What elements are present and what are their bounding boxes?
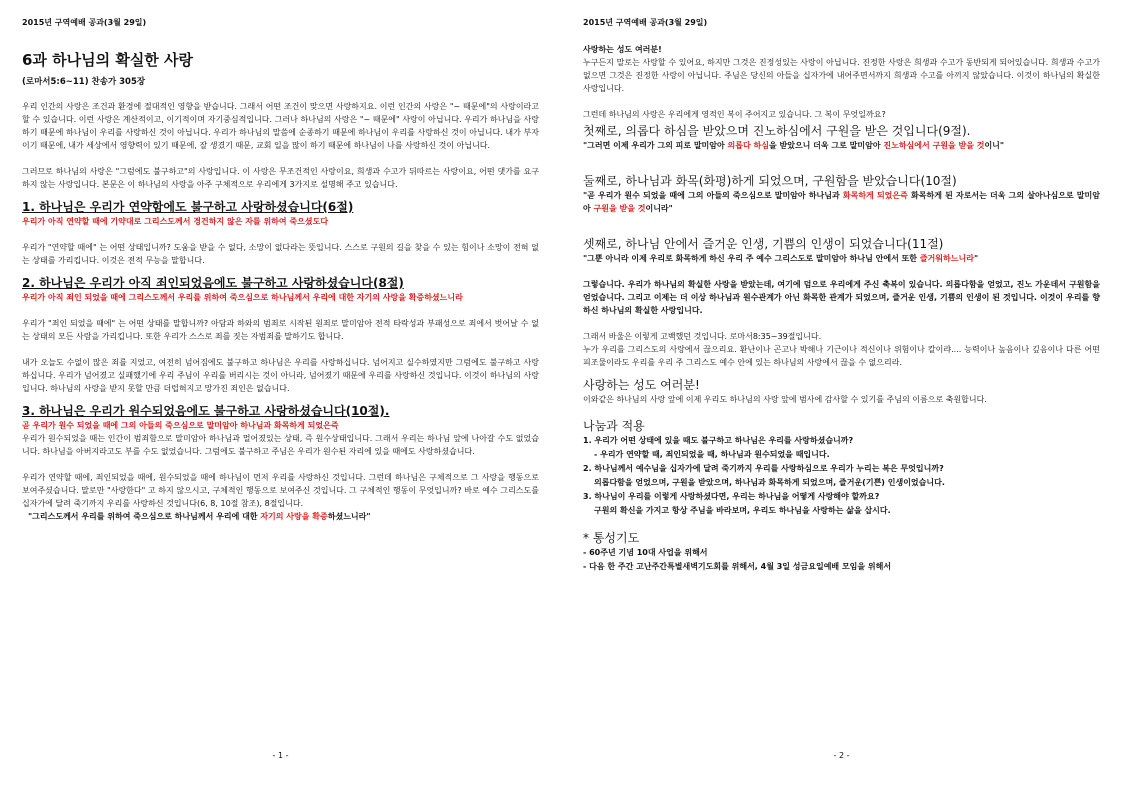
section-3-verse: 곧 우리가 원수 되었을 때에 그의 아들의 죽으심으로 말미암아 하나님과 화목하게 되었은즉	[22, 421, 339, 430]
right-body-4: 그래서 바울은 이렇게 고백했던 것입니다. 로마서8:35~39절입니다.	[583, 332, 822, 341]
page-header: 2015년 구역예배 공과(3월 29일)	[22, 18, 147, 27]
lesson-title: 6과 하나님의 확실한 사랑	[22, 51, 194, 69]
section-3-body-2: 우리가 연약할 때에, 죄인되었을 때에, 원수되었을 때에 하나님이 먼저 우리를 사랑하신 것입니다. 그런데 하나님은 구체적으로 그 사랑을 행동으로 보여주셨습니다. 말로만 "사랑한다" 고 하지 않으시고, 구체적인 행동으로 보여주신 것입니다. 그 구체적인 행동이 무엇입니까? 바로 예수 그리스도를 십자가에 달려 죽기까지 우리를 사랑하신 것입니다(6, 8, 10절 참조), 8절입니다.	[22, 473, 539, 508]
blessing-1-verse: "그러면 이제 우리가 그의 피로 말미암아 의롭다 하심을 받았으니 더욱 그로 말미암아 진노하심에서 구원을 받을 것이니"	[583, 141, 1005, 150]
section-3-heading: 3. 하나님은 우리가 원수되었음에도 불구하고 사랑하셨습니다(10절).	[22, 404, 390, 418]
scripture-reference: (로마서5:6~11) 찬송가 305장	[22, 77, 146, 87]
blessing-3-heading: 셋째로, 하나님 안에서 즐거운 인생, 기쁨의 인생이 되었습니다(11절)	[583, 237, 944, 251]
blessing-2-heading: 둘째로, 하나님과 화목(화평)하게 되었으며, 구원함을 받았습니다(10절)	[583, 174, 957, 188]
right-body-3: 그렇습니다. 우리가 하나님의 확실한 사랑을 받았는데, 여기에 덤으로 우리에게 주신 축복이 있습니다. 의롭다함을 얻었고, 진노 가운데서 구원함을 얻었습니다. 그리고 이제는 더 이상 하나님과 원수관계가 아닌 화목한 관계가 되었으며, 즐거운 인생, 기쁨의 인생이 된 것입니다. 이것이 우리를 향하신 하나님의 확실한 사랑입니다.	[583, 280, 1100, 315]
apply-q3: 3. 하나님이 우리를 이렇게 사랑하셨다면, 우리는 하나님을 어떻게 사랑해야 할까요?	[583, 492, 880, 501]
page-number: - 1 -	[272, 751, 289, 760]
section-1-heading: 1. 하나님은 우리가 연약함에도 불구하고 사랑하셨습니다(6절)	[22, 200, 354, 214]
apply-q1: 1. 우리가 어떤 상태에 있을 때도 불구하고 하나님은 우리를 사랑하셨습니까?	[583, 436, 854, 445]
apply-a3: 구원의 확신을 가지고 항상 주님을 바라보며, 우리도 하나님을 사랑하는 삶을 삽시다.	[594, 506, 891, 515]
blessing-3-verse: "그뿐 아니라 이제 우리로 화목하게 하신 우리 주 예수 그리스도로 말미암아 하나님 안에서 또한 즐거워하느니라"	[583, 254, 979, 263]
section-2-verse: 우리가 아직 죄인 되었을 때에 그리스도께서 우리를 위하여 죽으심으로 하나님께서 우리에 대한 자기의 사랑을 확증하셨느니라	[22, 293, 463, 302]
blessing-2-verse: "곧 우리가 원수 되었을 때에 그의 아들의 죽으심으로 말미암아 하나님과 화목하게 되었은즉 화목하게 된 자로서는 더욱 그의 살아나심으로 말미암아 구원을 받을 것이니라"	[583, 191, 1100, 213]
prayer-item-2: - 다음 한 주간 고난주간특별새벽기도회를 위해서, 4월 3일 성금요일예배 모임을 위해서	[583, 562, 892, 571]
section-1-verse: 우리가 아직 연약할 때에 기약대로 그리스도께서 경건하지 않은 자를 위하여 죽으셨도다	[22, 217, 329, 226]
apply-heading: 나눔과 적용	[583, 419, 645, 433]
section-3-quote: "그리스도께서 우리를 위하여 죽으심으로 하나님께서 우리에 대한 자기의 사랑을 확증하셨느니라"	[28, 512, 371, 521]
prayer-item-1: - 60주년 기념 10대 사업을 위해서	[583, 548, 708, 557]
page-header: 2015년 구역예배 공과(3월 29일)	[583, 18, 708, 27]
apply-a2: 의롭다함을 얻었으며, 구원을 받았으며, 하나님과 화목하게 되었으며, 즐거운(기쁜) 인생이었습니다.	[594, 478, 945, 487]
section-2-body-1: 우리가 "죄인 되었을 때에" 는 어떤 상태를 말합니까? 아담과 하와의 범죄로 시작된 원죄로 말미암아 전적 타락성과 부패성으로 죄에서 벗어날 수 없는 상태의 모든 사람을 가리킵니다. 또한 우리가 스스로 죄를 짓는 자범죄를 말하기도 합니다.	[22, 319, 539, 341]
prayer-heading: * 통성기도	[583, 531, 640, 545]
page-number: - 2 -	[833, 751, 850, 760]
right-body-5: 누가 우리를 그리스도의 사랑에서 끊으리요. 환난이나 곤고나 박해나 기근이나 적신이나 위험이나 칼이랴.... 능력이나 높음이나 깊음이나 다른 어떤 피조물이라도 우리를 우리 주 그리스도 예수 안에 있는 하나님의 사랑에서 끊을 수 없으리라.	[583, 345, 1100, 367]
intro-paragraph-2: 그러므로 하나님의 사랑은 "그럼에도 불구하고"의 사랑입니다. 이 사랑은 무조건적인 사랑이요, 희생과 수고가 뒤따르는 사랑이요, 어떤 댓가를 요구하지 않는 사랑입니다. 본문은 이 하나님의 사랑을 아주 구체적으로 우리에게 3가지로 설명해 주고 있습니다.	[22, 167, 539, 189]
apply-q2: 2. 하나님께서 예수님을 십자가에 달려 죽기까지 우리를 사랑하심으로 우리가 누리는 복은 무엇입니까?	[583, 464, 944, 473]
page-2	[561, 0, 1122, 794]
intro-paragraph-1: 우리 인간의 사랑은 조건과 환경에 절대적인 영향을 받습니다. 그래서 어떤 조건이 맞으면 사랑하지요. 이런 인간의 사랑은 "~ 때문에"의 사랑이라고 할 수 있습니다. 이런 사랑은 계산적이고, 이기적이며 자기중심적입니다. 그러나 하나님의 사랑은 "~ 때문에" 사랑이 아닙니다. 우리가 하나님을 사랑하기 때문에 하나님이 우리를 사랑하신 것이 아닙니다. 우리가 하나님의 말씀에 순종하기 때문에 하나님이 우리를 사랑하신 것이 아닙니다. 내가 부자이기 때문에, 내가 세상에서 영향력이 있기 때문에, 잘 생겼기 때문, 교회 일을 많이 하기 때문에 하나님이 나를 사랑하신 것이 아닙니다.	[22, 102, 539, 150]
section-1-body: 우리가 "연약할 때에" 는 어떤 상태입니까? 도움을 받을 수 없다, 소망이 없다라는 뜻입니다. 스스로 구원의 길을 찾을 수 있는 힘이나 소망이 전혀 없는 상태를 가리킵니다. 이것은 전적 무능을 말합니다.	[22, 243, 539, 265]
greeting-2: 사랑하는 성도 여러분!	[583, 378, 700, 392]
right-body-6: 이와같은 하나님의 사랑 앞에 이제 우리도 하나님의 사랑 앞에 범사에 감사할 수 있기를 주님의 이름으로 축원합니다.	[583, 395, 987, 404]
apply-a1: - 우리가 연약할 때, 죄인되었을 때, 하나님과 원수되었을 때입니다.	[594, 450, 830, 459]
blessing-1-heading: 첫째로, 의롭다 하심을 받았으며 진노하심에서 구원을 받은 것입니다(9절).	[583, 124, 971, 138]
right-body-2: 그런데 하나님의 사랑은 우리에게 영적인 복이 주어지고 있습니다. 그 복이 무엇일까요?	[583, 110, 886, 119]
right-body-1: 누구든지 말로는 사랑할 수 있어요, 하지만 그것은 진정성있는 사랑이 아닙니다. 진정한 사랑은 희생과 수고가 동반되게 되어있습니다. 희생과 수고가 없으면 그것은 진정한 사랑이 아닙니다. 주님은 당신의 아들을 십자가에 내어주면서까지 희생과 수고를 아끼지 않았습니다. 이것이 하나님의 확실한 사랑입니다.	[583, 58, 1100, 93]
section-2-heading: 2. 하나님은 우리가 아직 죄인되었음에도 불구하고 사랑하셨습니다(8절)	[22, 276, 404, 290]
section-3-body-1: 우리가 원수되었을 때는 인간이 범죄함으로 말미암아 하나님과 멀어졌있는 상태, 즉 원수상태입니다. 그래서 우리는 하나님 앞에 나아갈 수도 없었습니다. 하나님을 아버지라고도 부를 수도 없었습니다. 그럼에도 불구하고 주님은 우리가 원수된 자리에 있을 때에도 사랑하셨습니다.	[22, 434, 539, 456]
section-2-body-2: 내가 오늘도 수없이 많은 죄를 지었고, 여전히 넘어짐에도 불구하고 하나님은 우리를 사랑하십니다. 넘어지고 실수하였지만 그럼에도 불구하고 사랑하십니다. 우리가 넘어졌고 실패했기에 우리 주님이 우리를 버리시는 것이 아니라, 넘어졌기 때문에 우리를 사랑하신 것입니다. 이것이 하나님의 사랑입니다. 하나님의 사랑을 받지 못할 만큼 더럽혀지고 망가진 죄인은 없습니다.	[22, 358, 539, 393]
greeting-1: 사랑하는 성도 여러분!	[583, 45, 662, 54]
